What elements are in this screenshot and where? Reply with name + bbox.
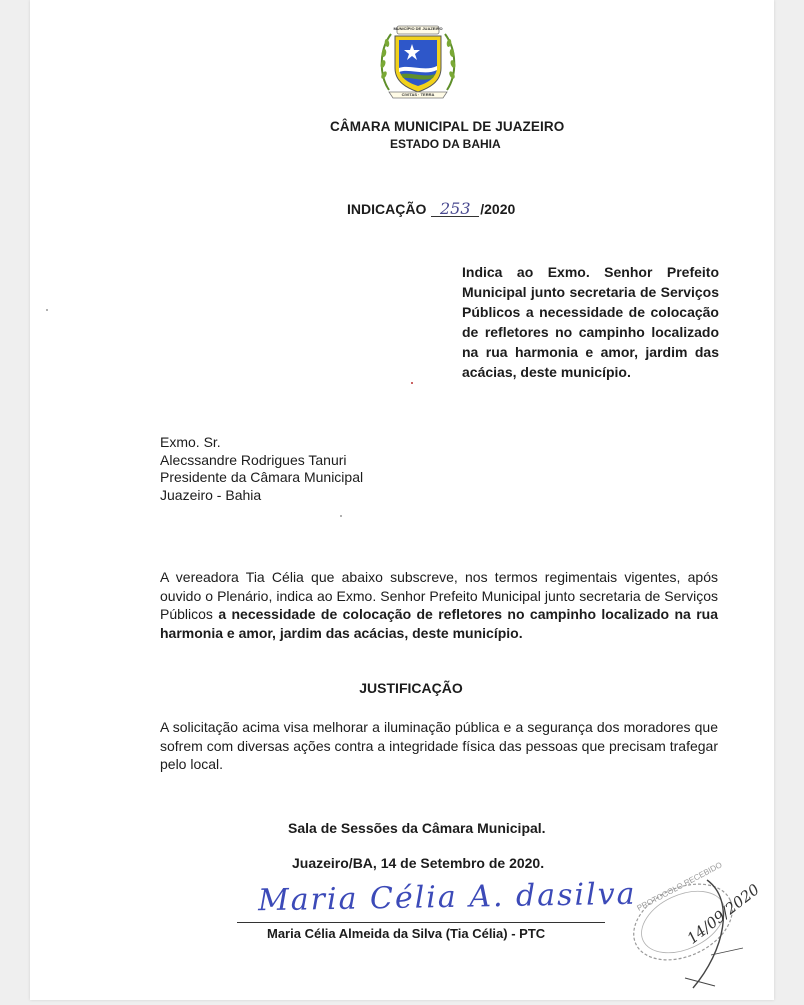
- scan-speck: [340, 515, 342, 517]
- crest-ribbon-text: CIVITAS · TERRA: [401, 92, 435, 97]
- handwritten-signature: Maria Célia A. dasilva: [257, 876, 637, 919]
- justification-paragraph: A solicitação acima visa melhorar a iluminação pública e a segurança dos moradores que sofrem com diversas ações contra a integridade física das pessoas que precisam trafegar pelo local.: [160, 719, 718, 772]
- indicacao-label: INDICAÇÃO: [347, 201, 427, 217]
- addressee-title: Presidente da Câmara Municipal: [160, 469, 364, 485]
- addressee-block: [160, 434, 363, 504]
- indicacao-number: 253: [431, 202, 479, 217]
- municipal-crest-icon: [375, 20, 461, 100]
- addressee-salutation: Exmo. Sr.: [160, 434, 221, 450]
- addressee-location: Juazeiro - Bahia: [160, 486, 262, 503]
- request-paragraph: [160, 568, 718, 642]
- stamp-text: PROTOCOLO RECEBIDO: [635, 860, 724, 913]
- session-room-line: Sala de Sessões da Câmara Municipal.: [288, 820, 546, 836]
- stamp-handwritten-date: 14/09/2020: [683, 880, 763, 948]
- indicacao-heading: [347, 201, 515, 217]
- signature-line: [237, 922, 605, 923]
- indicacao-year: /2020: [480, 201, 516, 217]
- date-line: Juazeiro/BA, 14 de Setembro de 2020.: [292, 855, 545, 871]
- scan-speck: [411, 382, 413, 384]
- request-bold: a necessidade de colocação de refletores no campinho localizado na rua harmonia e amor, jardim das acácias, deste município.: [160, 606, 718, 641]
- request-intro: A vereadora Tia Célia que abaixo subscreve, nos termos regimentais vigentes, após ouvido o Plenário, indica ao Exmo. Senhor Prefeito Municipal junto secretaria de Serviços Públicos: [160, 569, 718, 622]
- justification-heading: JUSTIFICAÇÃO: [359, 680, 463, 696]
- document-page: [30, 0, 774, 1000]
- crest-top-text: MUNICÍPIO DE JUAZEIRO: [393, 26, 443, 31]
- addressee-name: Alecssandre Rodrigues Tanuri: [160, 451, 347, 468]
- scan-speck: [46, 309, 48, 311]
- institution-title: CÂMARA MUNICIPAL DE JUAZEIRO: [330, 119, 565, 134]
- state-subtitle: ESTADO DA BAHIA: [390, 137, 501, 151]
- summary-paragraph: Indica ao Exmo. Senhor Prefeito Municipal junto secretaria de Serviços Públicos a necessidade de colocação de refletores no campinho localizado na rua harmonia e amor, jardim das acácias, deste município.: [462, 264, 719, 380]
- signer-name: Maria Célia Almeida da Silva (Tia Célia) - PTC: [267, 926, 546, 941]
